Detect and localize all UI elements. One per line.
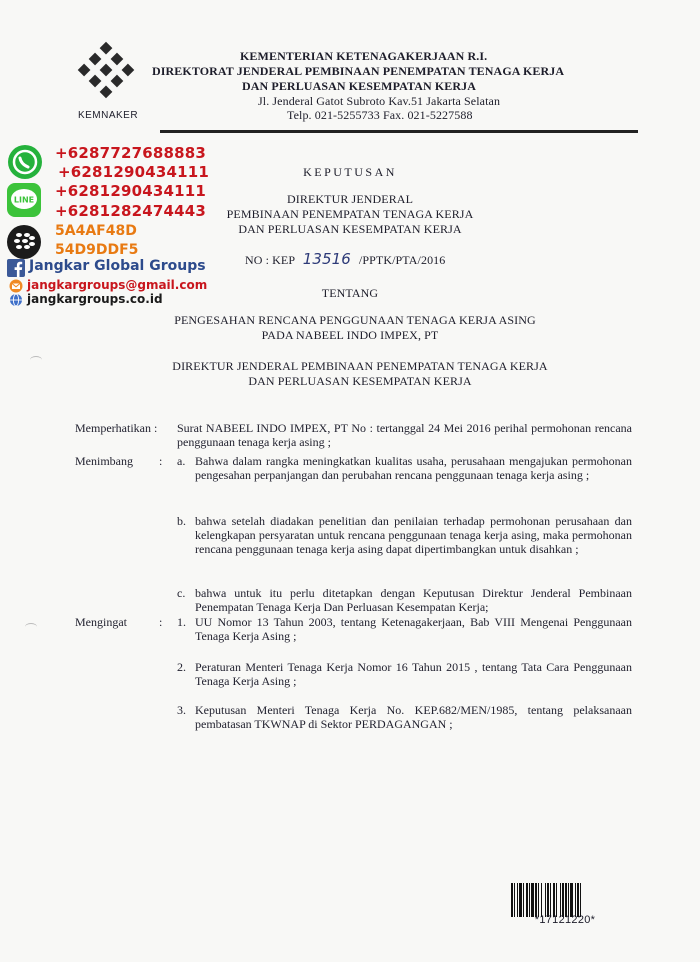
barcode-bar xyxy=(577,883,579,917)
menimbang-a-marker: a. xyxy=(177,454,186,468)
issuer-line-1: DIREKTUR JENDERAL xyxy=(286,192,414,206)
barcode-bar xyxy=(514,883,515,917)
email-address: jangkargroups@gmail.com xyxy=(27,278,208,292)
phone-number-3: +6281290434111 xyxy=(55,182,207,200)
barcode-bar xyxy=(545,883,546,917)
header-divider xyxy=(160,130,638,133)
barcode-bar xyxy=(562,883,564,917)
barcode-bar xyxy=(529,883,530,917)
barcode-bar xyxy=(535,883,537,917)
menimbang-c-marker: c. xyxy=(177,586,186,600)
barcode-bar xyxy=(511,883,513,917)
phone-number-1: +6287727688883 xyxy=(55,144,207,162)
blackberry-icon xyxy=(6,224,42,260)
barcode-bar xyxy=(531,883,534,917)
barcode-bar xyxy=(523,883,524,917)
barcode-bar xyxy=(568,883,569,917)
subject-line-2: PADA NABEEL INDO IMPEX, PT xyxy=(261,328,439,342)
menimbang-a-text: Bahwa dalam rangka meningkatkan kualitas usaha, perusahaan mengajukan permohonan pengesahan perpanjangan dan perubahan rencana penggunaan tenaga kerja asing ; xyxy=(195,454,632,482)
phone-number-2: +6281290434111 xyxy=(58,163,210,181)
barcode-bar xyxy=(547,883,549,917)
website-url: jangkargroups.co.id xyxy=(27,292,163,306)
barcode-bar xyxy=(570,883,573,917)
issuer-line-2: PEMBINAAN PENEMPATAN TENAGA KERJA xyxy=(226,207,474,221)
mengingat-colon: : xyxy=(159,615,163,629)
decree-number-suffix: /PPTK/PTA/2016 xyxy=(358,253,446,267)
menimbang-label: Menimbang xyxy=(75,454,133,468)
punch-hole-mark xyxy=(30,356,42,364)
barcode-bar xyxy=(538,883,539,917)
memperhatikan-label: Memperhatikan : xyxy=(75,421,158,435)
facebook-page-name: Jangkar Global Groups xyxy=(29,258,206,274)
directorate-name: DIREKTORAT JENDERAL PEMBINAAN PENEMPATAN TENAGA KERJA xyxy=(152,64,565,78)
barcode-bar xyxy=(556,883,557,917)
barcode-bar xyxy=(517,883,518,917)
menimbang-colon: : xyxy=(159,454,163,468)
decree-number xyxy=(245,252,445,267)
barcode-bar xyxy=(526,883,528,917)
barcode-bar xyxy=(550,883,551,917)
mengingat-1-text: UU Nomor 13 Tahun 2003, tentang Ketenagakerjaan, Bab VIII Mengenai Penggunaan Tenaga Kerja Asing ; xyxy=(195,615,632,643)
barcode-bar xyxy=(541,883,542,917)
barcode-bar xyxy=(575,883,576,917)
barcode-icon xyxy=(511,883,619,917)
barcode-bar xyxy=(519,883,522,917)
barcode-bar xyxy=(553,883,555,917)
mengingat-label: Mengingat xyxy=(75,615,127,629)
menimbang-c-text: bahwa untuk itu perlu ditetapkan dengan Keputusan Direktur Jenderal Pembinaan Penempatan Tenaga Kerja Dan Perluasan Kesempatan Kerja; xyxy=(195,586,632,614)
barcode-bar xyxy=(565,883,567,917)
mengingat-1-marker: 1. xyxy=(177,615,186,629)
mengingat-3-marker: 3. xyxy=(177,703,186,717)
bbm-pin-1: 5A4AF48D xyxy=(55,223,137,239)
globe-icon xyxy=(9,293,23,307)
bbm-pin-2: 54D9DDF5 xyxy=(55,242,139,258)
address: Jl. Jenderal Gatot Subroto Kav.51 Jakarta Selatan xyxy=(258,94,501,108)
barcode-number: *17121220* xyxy=(534,914,596,926)
phone-number-4: +6281282474443 xyxy=(55,202,207,220)
director-line-1: DIREKTUR JENDERAL PEMBINAAN PENEMPATAN TENAGA KERJA xyxy=(172,359,548,373)
whatsapp-icon xyxy=(6,143,44,181)
memperhatikan-text: Surat NABEEL INDO IMPEX, PT No : tertanggal 24 Mei 2016 perihal permohonan rencana penggunaan tenaga kerja asing ; xyxy=(177,421,632,449)
ministry-name: KEMENTERIAN KETENAGAKERJAAN R.I. xyxy=(240,49,488,63)
mengingat-3-text: Keputusan Menteri Tenaga Kerja No. KEP.682/MEN/1985, tentang pelaksanaan pembatasan TKWNAP di Sektor PERDAGANGAN ; xyxy=(195,703,632,731)
line-label: LINE xyxy=(13,195,35,205)
barcode-bar xyxy=(580,883,581,917)
directorate-name-2: DAN PERLUASAN KESEMPATAN KERJA xyxy=(242,79,477,93)
mengingat-2-marker: 2. xyxy=(177,660,186,674)
director-line-2: DAN PERLUASAN KESEMPATAN KERJA xyxy=(248,374,472,388)
phone-fax: Telp. 021-5255733 Fax. 021-5227588 xyxy=(287,108,473,122)
issuer-line-3: DAN PERLUASAN KESEMPATAN KERJA xyxy=(238,222,462,236)
decree-number-prefix: NO : KEP xyxy=(245,253,295,267)
line-app-icon xyxy=(6,182,42,218)
tentang-heading: TENTANG xyxy=(321,286,379,300)
mengingat-2-text: Peraturan Menteri Tenaga Kerja Nomor 16 Tahun 2015 , tentang Tata Cara Penggunaan Tenaga Kerja Asing ; xyxy=(195,660,632,688)
facebook-icon xyxy=(7,259,25,277)
menimbang-b-marker: b. xyxy=(177,514,186,528)
menimbang-b-text: bahwa setelah diadakan penelitian dan penilaian terhadap permohonan perusahaan dan kelengkapan persyaratan untuk rencana penggunaan tenaga kerja asing, maka permohonan rencana penggunaan tenaga kerja asing dapat dipertimbangkan untuk disahkan ; xyxy=(195,514,632,556)
email-icon xyxy=(9,279,23,293)
barcode-bar xyxy=(560,883,561,917)
logo-text: KEMNAKER xyxy=(77,110,139,121)
punch-hole-mark xyxy=(25,623,37,631)
decree-number-handwritten: 13516 xyxy=(302,250,351,268)
subject-line-1: PENGESAHAN RENCANA PENGGUNAAN TENAGA KERJA ASING xyxy=(174,313,536,327)
kemnaker-logo-icon xyxy=(76,40,136,100)
document-heading: KEPUTUSAN xyxy=(303,165,397,179)
